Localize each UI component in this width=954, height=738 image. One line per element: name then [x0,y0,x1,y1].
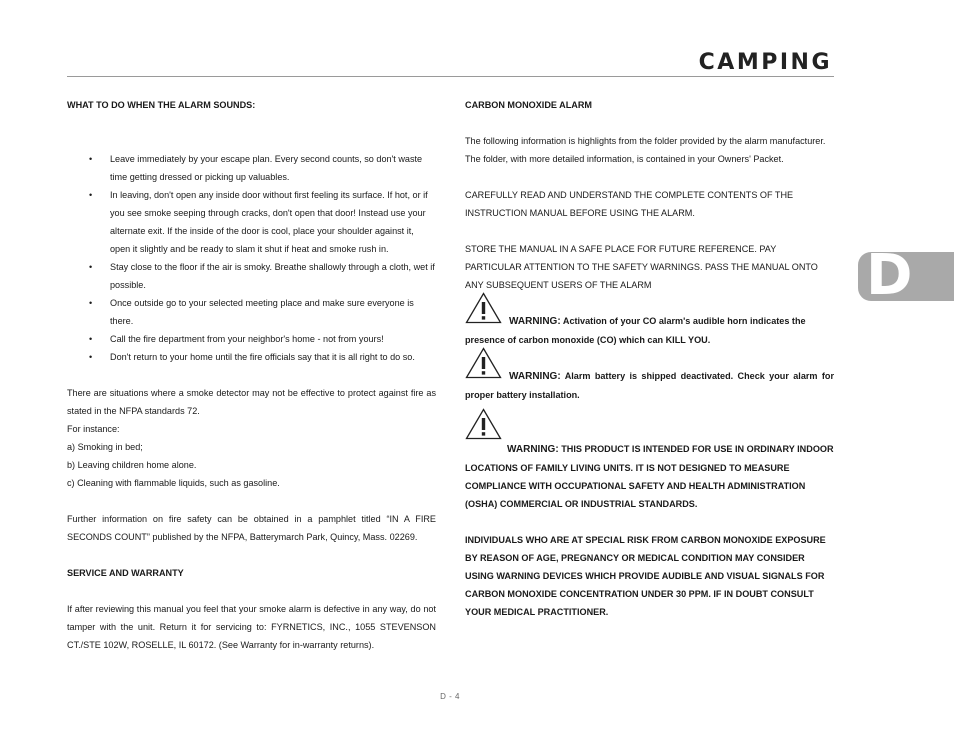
list-item [89,294,436,330]
individuals-text: INDIVIDUALS WHO ARE AT SPECIAL RISK FROM CARBON MONOXIDE EXPOSURE BY REASON OF AGE, PREGNANCY OR MEDICAL CONDITION MAY CONSIDER USING WARNING DEVICES WHICH PROVIDE AUDIBLE AND VISUAL SIGNALS FOR CARBON MONOXIDE CONCENTRATION UNDER 30 PPM. IF IN DOUBT CONSULT YOUR MEDICAL PRACTITIONER. [465,535,826,617]
warning-text-3: THIS PRODUCT IS INTENDED FOR USE IN ORDINARY INDOOR LOCATIONS OF FAMILY LIVING UNITS. IT IS NOT DESIGNED TO MEASURE COMPLIANCE WITH OCCUPATIONAL SAFETY AND HEALTH ADMINISTRATION (OSHA) COMMERCIAL OR INDUSTRIAL STANDARDS. [465,444,834,509]
bullet-icon: • [89,154,93,164]
alarm-steps-list [67,150,436,366]
list-item [89,330,436,348]
list-item [89,258,436,294]
list-item-text: In leaving, don't open any inside door without first feeling its surface. If hot, or if you see smoke seeping through cracks, don't open that door! Instead use your alternate exit. If the inside of the door is cool, place your shoulder against it, open it slightly and be ready to slam it shut if heat and smoke rush in. [110,190,428,254]
warning-block [465,312,834,349]
list-item-text: Don't return to your home until the fire officials say that it is all right to do so. [110,352,415,362]
warning-block [465,440,834,513]
situations-text: There are situations where a smoke detector may not be effective to protect against fire as stated in the NFPA standards 72. [67,388,436,416]
warning-block [465,367,834,404]
list-item-text: Once outside go to your selected meeting place and make sure everyone is there. [110,298,414,326]
list-item [89,150,436,186]
instance-item: b) Leaving children home alone. [67,460,197,470]
store-text: STORE THE MANUAL IN A SAFE PLACE FOR FUTURE REFERENCE. PAY PARTICULAR ATTENTION TO THE SAFETY WARNINGS. PASS THE MANUAL ONTO ANY SUBSEQUENT USERS OF THE ALARM [465,244,818,290]
list-item-text: Call the fire department from your neighbor's home - not from yours! [110,334,384,344]
list-item-text: Stay close to the floor if the air is smoky. Breathe shallowly through a cloth, wet if possible. [110,262,435,290]
list-item [89,348,436,366]
section-tab-letter: D [866,243,913,308]
intro-text: The following information is highlights from the folder provided by the alarm manufacturer. The folder, with more detailed information, is contained in your Owners' Packet. [465,136,826,164]
left-column [67,96,436,654]
bullet-icon: • [89,262,93,272]
warning-triangle-icon [465,347,502,379]
page-number: D - 4 [440,692,460,701]
service-text: If after reviewing this manual you feel that your smoke alarm is defective in any way, do not tamper with the unit. Return it for servicing to: FYRNETICS, INC., 1055 STEVENSON CT./STE 102W, ROSELLE, IL 60172. (See Warranty for in-warranty returns). [67,604,436,650]
warning-label: WARNING: [509,371,561,382]
warning-text-2: Alarm battery is shipped deactivated. Check your alarm for proper battery installation. [465,371,834,400]
bullet-icon: • [89,352,93,362]
section-tab [858,243,954,308]
for-instance-text: For instance: [67,424,120,434]
warning-triangle-icon [465,292,502,324]
page-title: CAMPING [698,50,832,75]
right-column [465,96,834,621]
header-rule [67,76,834,77]
bullet-icon: • [89,190,93,200]
warning-label: WARNING: [509,316,561,327]
carefully-text: CAREFULLY READ AND UNDERSTAND THE COMPLETE CONTENTS OF THE INSTRUCTION MANUAL BEFORE USING THE ALARM. [465,190,794,218]
instance-item: c) Cleaning with flammable liquids, such as gasoline. [67,478,280,488]
heading-alarm: WHAT TO DO WHEN THE ALARM SOUNDS: [67,100,256,110]
heading-co: CARBON MONOXIDE ALARM [465,100,592,110]
further-info-text: Further information on fire safety can be obtained in a pamphlet titled “IN A FIRE SECONDS COUNT” published by the NFPA, Batterymarch Park, Quincy, Mass. 02269. [67,514,436,542]
warning-triangle-icon [465,408,502,440]
warning-text-1: Activation of your CO alarm's audible horn indicates the presence of carbon monoxide (CO) which can KILL YOU. [465,316,806,345]
instance-item: a) Smoking in bed; [67,442,143,452]
heading-service: SERVICE AND WARRANTY [67,568,184,578]
warning-label: WARNING: [507,444,559,455]
list-item-text: Leave immediately by your escape plan. Every second counts, so don't waste time getting dressed or picking up valuables. [110,154,423,182]
bullet-icon: • [89,334,93,344]
bullet-icon: • [89,298,93,308]
list-item [89,186,436,258]
